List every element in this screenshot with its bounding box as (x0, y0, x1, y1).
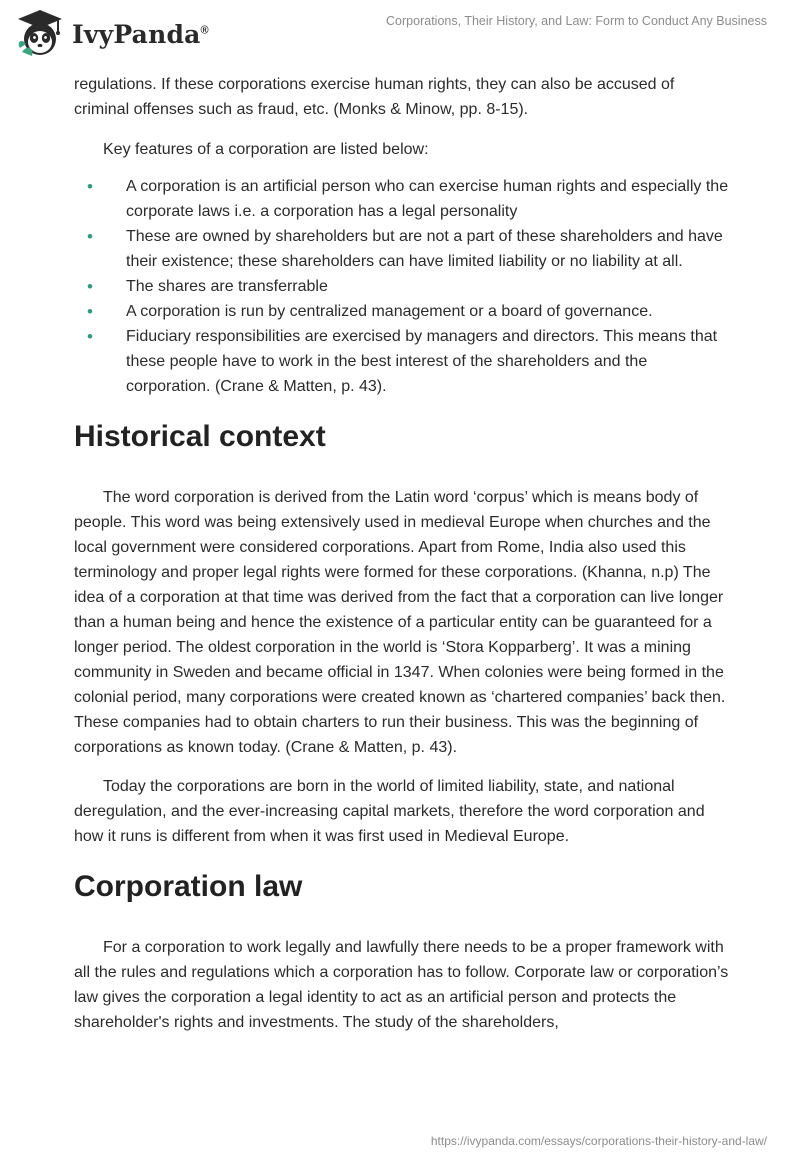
document-title: Corporations, Their History, and Law: Form to Conduct Any Business (386, 14, 767, 28)
bullet-icon: • (87, 302, 93, 321)
page-header (0, 0, 800, 70)
panda-logo-icon (14, 8, 66, 60)
list-item: • Fiduciary responsibilities are exercised by managers and directors. This means that these people have to work in the best interest of the shareholders and the corporation. (Crane & Matten, p. 43). (74, 324, 730, 399)
bullet-icon: • (87, 227, 93, 246)
footer-url[interactable]: https://ivypanda.com/essays/corporations-their-history-and-law/ (430, 1134, 767, 1148)
historical-paragraph: The word corporation is derived from the Latin word ‘corpus’ which is means body of people. This word was being extensively used in medieval Europe when churches and the local government were considered corporations. Apart from Rome, India also used this terminology and proper legal rights were formed for these corporations. (Khanna, n.p) The idea of a corporation at that time was derived from the fact that a corporation can live longer than a human being and hence the existence of a particular entity can be guaranteed for a longer period. The oldest corporation in the world is ‘Stora Kopparberg’. It was a mining community in Sweden and became official in 1347. When colonies were being formed in the colonial period, many corporations were created known as ‘chartered companies’ back then. These companies had to obtain charters to run their business. This was the beginning of corporations as known today. (Crane & Matten, p. 43). (74, 489, 726, 756)
list-item: • A corporation is run by centralized management or a board of governance. (74, 299, 730, 324)
brand-logo[interactable] (14, 8, 209, 60)
list-item: • The shares are transferrable (74, 274, 730, 299)
bullet-icon: • (87, 327, 93, 346)
brand-name: IvyPanda® (72, 19, 209, 49)
intro-paragraph: regulations. If these corporations exercise human rights, they can also be accused of criminal offenses such as fraud, etc. (Monks & Minow, pp. 8-15). (74, 76, 675, 118)
features-list (74, 174, 730, 399)
features-lead: Key features of a corporation are listed below: (103, 141, 429, 158)
bullet-icon: • (87, 277, 93, 296)
law-paragraph: For a corporation to work legally and lawfully there needs to be a proper framework with all the rules and regulations which a corporation has to follow. Corporate law or corporation’s law gives the corporation a legal identity to act as an artificial person and protects the shareholder's rights and investments. The study of the shareholders, (74, 939, 729, 1031)
section-heading-law: Corporation law (74, 870, 303, 903)
list-item: • These are owned by shareholders but are not a part of these shareholders and have their existence; these shareholders can have limited liability or no liability at all. (74, 224, 730, 274)
registered-mark: ® (200, 24, 209, 37)
section-heading-historical: Historical context (74, 420, 326, 453)
bullet-icon: • (87, 177, 93, 196)
historical-paragraph: Today the corporations are born in the world of limited liability, state, and national deregulation, and the ever-increasing capital markets, therefore the word corporation and how it runs is different from when it was first used in Medieval Europe. (74, 778, 705, 845)
list-item: • A corporation is an artificial person who can exercise human rights and especially the corporate laws i.e. a corporation has a legal personality (74, 174, 730, 224)
essay-body (74, 72, 730, 1035)
